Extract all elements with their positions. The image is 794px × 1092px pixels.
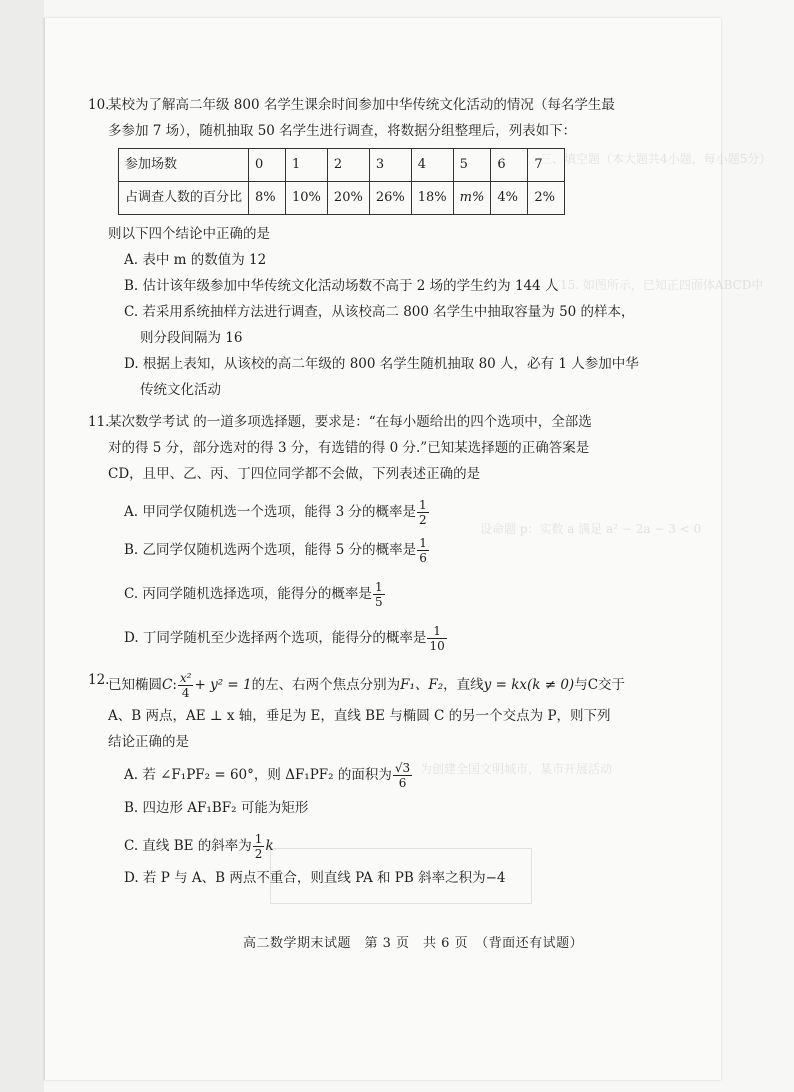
table-cell: 10% — [286, 182, 328, 215]
fraction-numerator: x² — [179, 671, 192, 685]
table-cell: 3 — [369, 149, 411, 182]
table-cell: 18% — [411, 182, 453, 215]
stem-text: 与 — [574, 677, 588, 693]
table-cell: 7 — [528, 149, 565, 182]
stem-text: ，直线 — [443, 677, 484, 693]
fraction — [417, 536, 429, 565]
table-cell: 0 — [249, 149, 286, 182]
option-text: k — [265, 838, 274, 854]
table-cell: 20% — [327, 182, 369, 215]
option-a — [108, 755, 668, 795]
option-b: B. 四边形 AF₁BF₂ 可能为矩形 — [124, 800, 309, 816]
exam-content — [88, 92, 668, 891]
question-stem: 某次数学考试 的一道多项选择题，要求是：“在每小题给出的四个选项中，全部选 — [108, 414, 592, 430]
question-12 — [88, 667, 668, 891]
question-10 — [88, 92, 668, 403]
stem-text: C交于 — [587, 677, 626, 693]
fraction-denominator: 2 — [419, 513, 427, 527]
fraction-numerator: 1 — [427, 624, 446, 639]
stem-text: 已知椭圆 — [108, 677, 162, 693]
fraction — [393, 761, 412, 790]
curve-symbol: C — [162, 677, 173, 693]
question-stem: CD，且甲、乙、丙、丁四位同学都不会做，下列表述正确的是 — [108, 466, 481, 482]
fraction-denominator: 6 — [398, 776, 407, 790]
equation-text: + y² = 1 — [194, 677, 252, 693]
fraction-numerator: 1 — [419, 498, 427, 512]
fraction-denominator: 5 — [374, 595, 383, 609]
option-d: D. 若 P 与 A、B 两点不重合，则直线 PA 和 PB 斜率之积为−4 — [124, 870, 506, 886]
table-header-cell: 参加场数 — [119, 149, 249, 182]
table-row — [119, 182, 565, 215]
table-cell: 2% — [528, 182, 565, 215]
option-text: D. 丁同学随机至少选择两个选项，能得分的概率是 — [124, 630, 427, 646]
table-cell: 2 — [327, 149, 369, 182]
question-lead: 则以下四个结论中正确的是 — [108, 226, 270, 242]
option-b — [108, 531, 668, 569]
fraction — [427, 624, 446, 653]
table-cell: 1 — [286, 149, 328, 182]
fraction — [178, 671, 194, 700]
fraction-denominator: 6 — [419, 551, 427, 565]
fraction — [373, 580, 385, 609]
fraction-numerator: 1 — [419, 536, 427, 550]
table-cell: 8% — [249, 182, 286, 215]
fraction-numerator: 1 — [374, 580, 383, 594]
question-number: 12. — [88, 672, 110, 688]
table-header-cell: 占调查人数的百分比 — [119, 182, 249, 215]
line-equation: y = kx(k ≠ 0) — [483, 677, 575, 693]
table-row — [119, 149, 565, 182]
scan-margin — [0, 0, 44, 1092]
option-a — [108, 493, 668, 531]
option-c: C. 若采用系统抽样方法进行调查，从该校高二 800 名学生中抽取容量为 50 的样本， — [124, 304, 635, 320]
option-text: B. 乙同学仅随机选两个选项，能得 5 分的概率是 — [124, 542, 417, 558]
option-c-continued: 则分段间隔为 16 — [140, 330, 243, 346]
fraction-denominator: 10 — [429, 639, 445, 653]
question-number: 11. — [88, 414, 110, 430]
foci-symbols: F₁、F₂ — [400, 677, 444, 693]
option-text: C. 丙同学随机选择选项，能得分的概率是 — [124, 586, 372, 602]
fraction-denominator: 2 — [254, 847, 263, 861]
fraction-numerator: 1 — [254, 832, 263, 846]
table-cell: 6 — [491, 149, 528, 182]
option-a: A. 表中 m 的数值为 12 — [124, 252, 267, 268]
table-cell: 26% — [369, 182, 411, 215]
question-stem: 结论正确的是 — [108, 734, 189, 750]
option-d-continued: 传统文化活动 — [140, 382, 221, 398]
option-d: D. 根据上表知，从该校的高二年级的 800 名学生随机抽取 80 人，必有 1 人参加中华 — [124, 356, 639, 372]
fraction-numerator: √3 — [394, 761, 411, 775]
question-stem: 已知椭圆C: $\frac{\text{x²}}{4}$ + y² = 1的左、右两个焦点分别为F₁、F₂，直线y = kx(k ≠ 0)与C交于 — [108, 671, 626, 700]
question-stem: A、B 两点，AE ⊥ x 轴，垂足为 E，直线 BE 与椭圆 C 的另一个交点为 P，则下列 — [108, 708, 611, 724]
table-cell: 4 — [411, 149, 453, 182]
participation-table — [118, 148, 565, 215]
fraction — [253, 832, 265, 861]
option-text: C. 直线 BE 的斜率为 — [124, 838, 252, 854]
table-cell: 4% — [491, 182, 528, 215]
question-stem: 对的得 5 分，部分选对的得 3 分，有选错的得 0 分.”已知某选择题的正确答案是 — [108, 440, 590, 456]
option-c — [108, 827, 668, 865]
option-b: B. 估计该年级参加中华传统文化活动场数不高于 2 场的学生约为 144 人 — [124, 278, 559, 294]
option-c — [108, 575, 668, 613]
page-footer: 高二数学期末试题 第 3 页 共 6 页 （背面还有试题） — [243, 936, 584, 951]
fraction-denominator: 4 — [181, 686, 190, 700]
option-text: A. 甲同学仅随机选一个选项，能得 3 分的概率是 — [124, 504, 417, 520]
stem-text: 的左、右两个焦点分别为 — [251, 677, 401, 693]
table-cell: 5 — [453, 149, 491, 182]
question-stem: 多参加 7 场），随机抽取 50 名学生进行调查，将数据分组整理后，列表如下： — [108, 123, 577, 139]
question-number: 10. — [88, 97, 110, 113]
table-cell: m% — [453, 182, 491, 215]
fraction — [417, 498, 429, 527]
option-text: A. 若 ∠F₁PF₂ = 60°，则 ΔF₁PF₂ 的面积为 — [124, 767, 392, 783]
option-d — [108, 619, 668, 657]
question-stem: 某校为了解高二年级 800 名学生课余时间参加中华传统文化活动的情况（每名学生最 — [108, 97, 615, 113]
question-11 — [88, 409, 668, 657]
